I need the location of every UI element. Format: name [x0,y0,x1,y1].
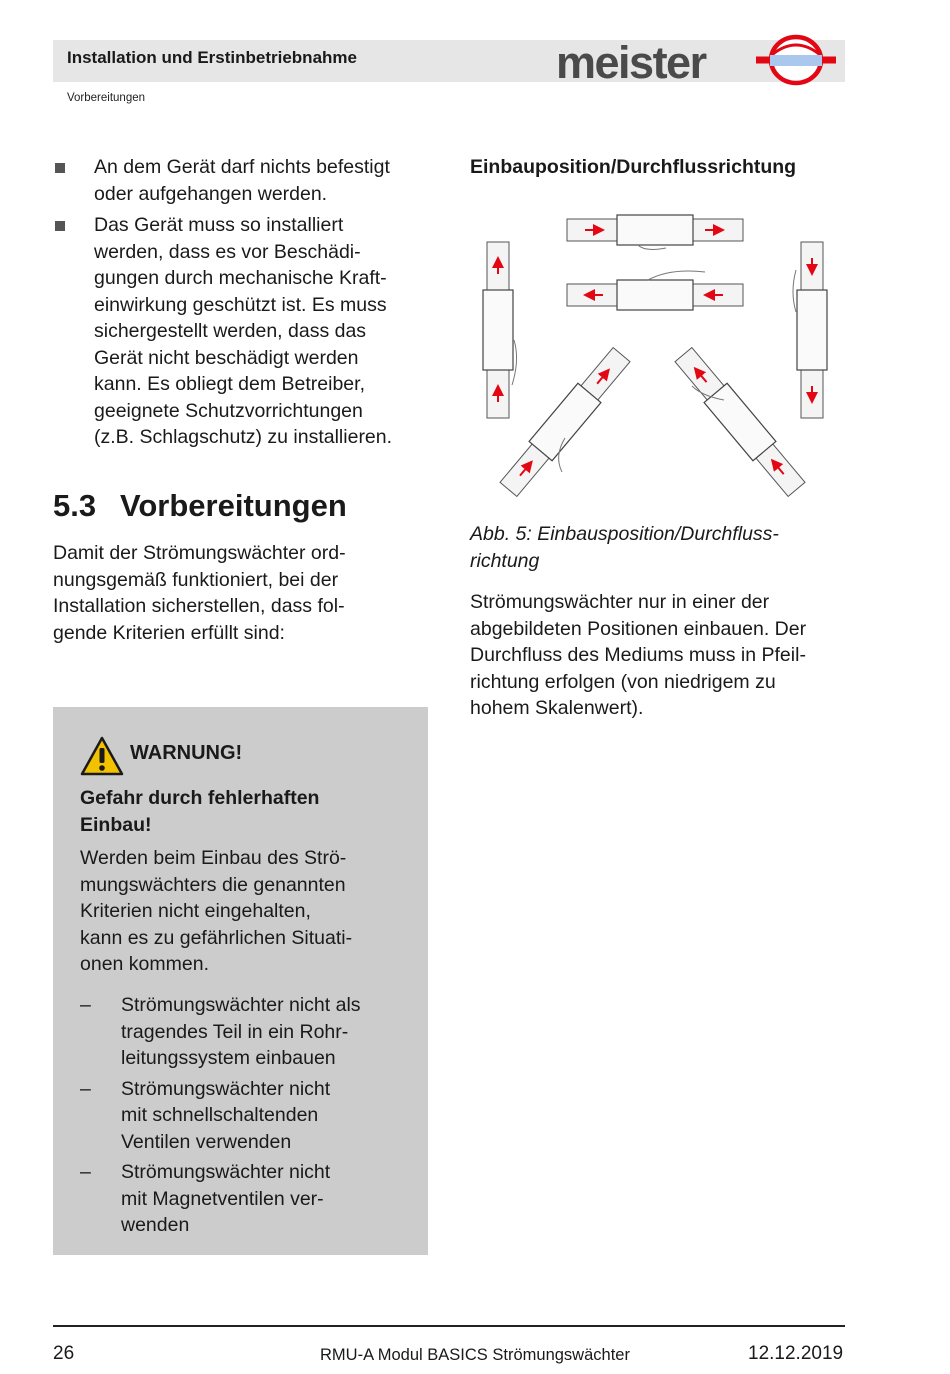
meister-logo-icon [756,32,836,88]
figure-caption: Abb. 5: Einbausposition/Durchfluss- richtung [470,523,779,572]
warning-triangle-icon [80,736,124,776]
list-item [53,154,438,207]
footer-date: 12.12.2019 [748,1343,844,1364]
warning-list [80,992,420,1243]
section-heading [53,488,347,524]
bullet-text: An dem Gerät darf nichts befestigt oder aufgehangen werden. [94,156,390,205]
header-title: Installation und Erstinbetriebnahme [67,48,357,67]
section-number: 5.3 [53,488,97,523]
page-number: 26 [53,1343,75,1364]
warning-text: Werden beim Einbau des Strö- mungswächters die genannten Kriterien nicht eingehalten, kann es zu gefährlichen Situati- onen kommen. [80,847,353,975]
header-breadcrumb: Vorbereitungen [67,92,146,104]
figure-heading: Einbauposition/Durchflussrichtung [470,156,797,178]
list-item: – Strömungswächter nicht mit Magnetventilen ver- wenden [80,1161,331,1236]
list-item [53,212,438,451]
bullet-square-icon [55,221,65,231]
warning-heading: Gefahr durch fehlerhaften Einbau! [80,787,320,836]
bullet-text: Das Gerät muss so installiert werden, dass es vor Beschädi- gungen durch mechanische Kraft- einwirkung geschützt ist. Es muss sichergestellt werden, dass das Gerät nicht beschädigt werden kann. Es obliegt dem Betreiber, geeignete Schutzvorrichtungen (z.B. Schlagschutz) zu installieren. [94,214,393,448]
list-item: – Strömungswächter nicht mit schnellschaltenden Ventilen verwenden [80,1077,331,1153]
footer-document-title: RMU-A Modul BASICS Strömungswächter [320,1346,630,1364]
installation-notes-list [53,154,438,456]
warning-item-text: Strömungswächter nicht mit Magnetventilen ver- wenden [121,1161,331,1236]
list-item: – Strömungswächter nicht als tragendes Teil in ein Rohr- leitungssystem einbauen [80,994,361,1069]
footer-rule [53,1325,845,1327]
figure-description: Strömungswächter nur in einer der abgebildeten Positionen einbauen. Der Durchfluss des Mediums muss in Pfeil- richtung erfolgen (von niedrigem zu hohem Skalenwert). [470,591,807,719]
section-title: Vorbereitungen [120,488,347,523]
warning-label: WARNUNG! [130,742,243,764]
warning-item-text: Strömungswächter nicht als tragendes Teil in ein Rohr- leitungssystem einbauen [121,994,361,1069]
installation-positions-figure [470,200,840,500]
bullet-square-icon [55,163,65,173]
warning-item-text: Strömungswächter nicht mit schnellschaltenden Ventilen verwenden [121,1077,331,1153]
meister-logo-text: meister [556,37,706,88]
section-intro: Damit der Strömungswächter ord- nungsgemäß funktioniert, bei der Installation sicherstellen, dass fol- gende Kriterien erfüllt sind: [53,542,346,644]
